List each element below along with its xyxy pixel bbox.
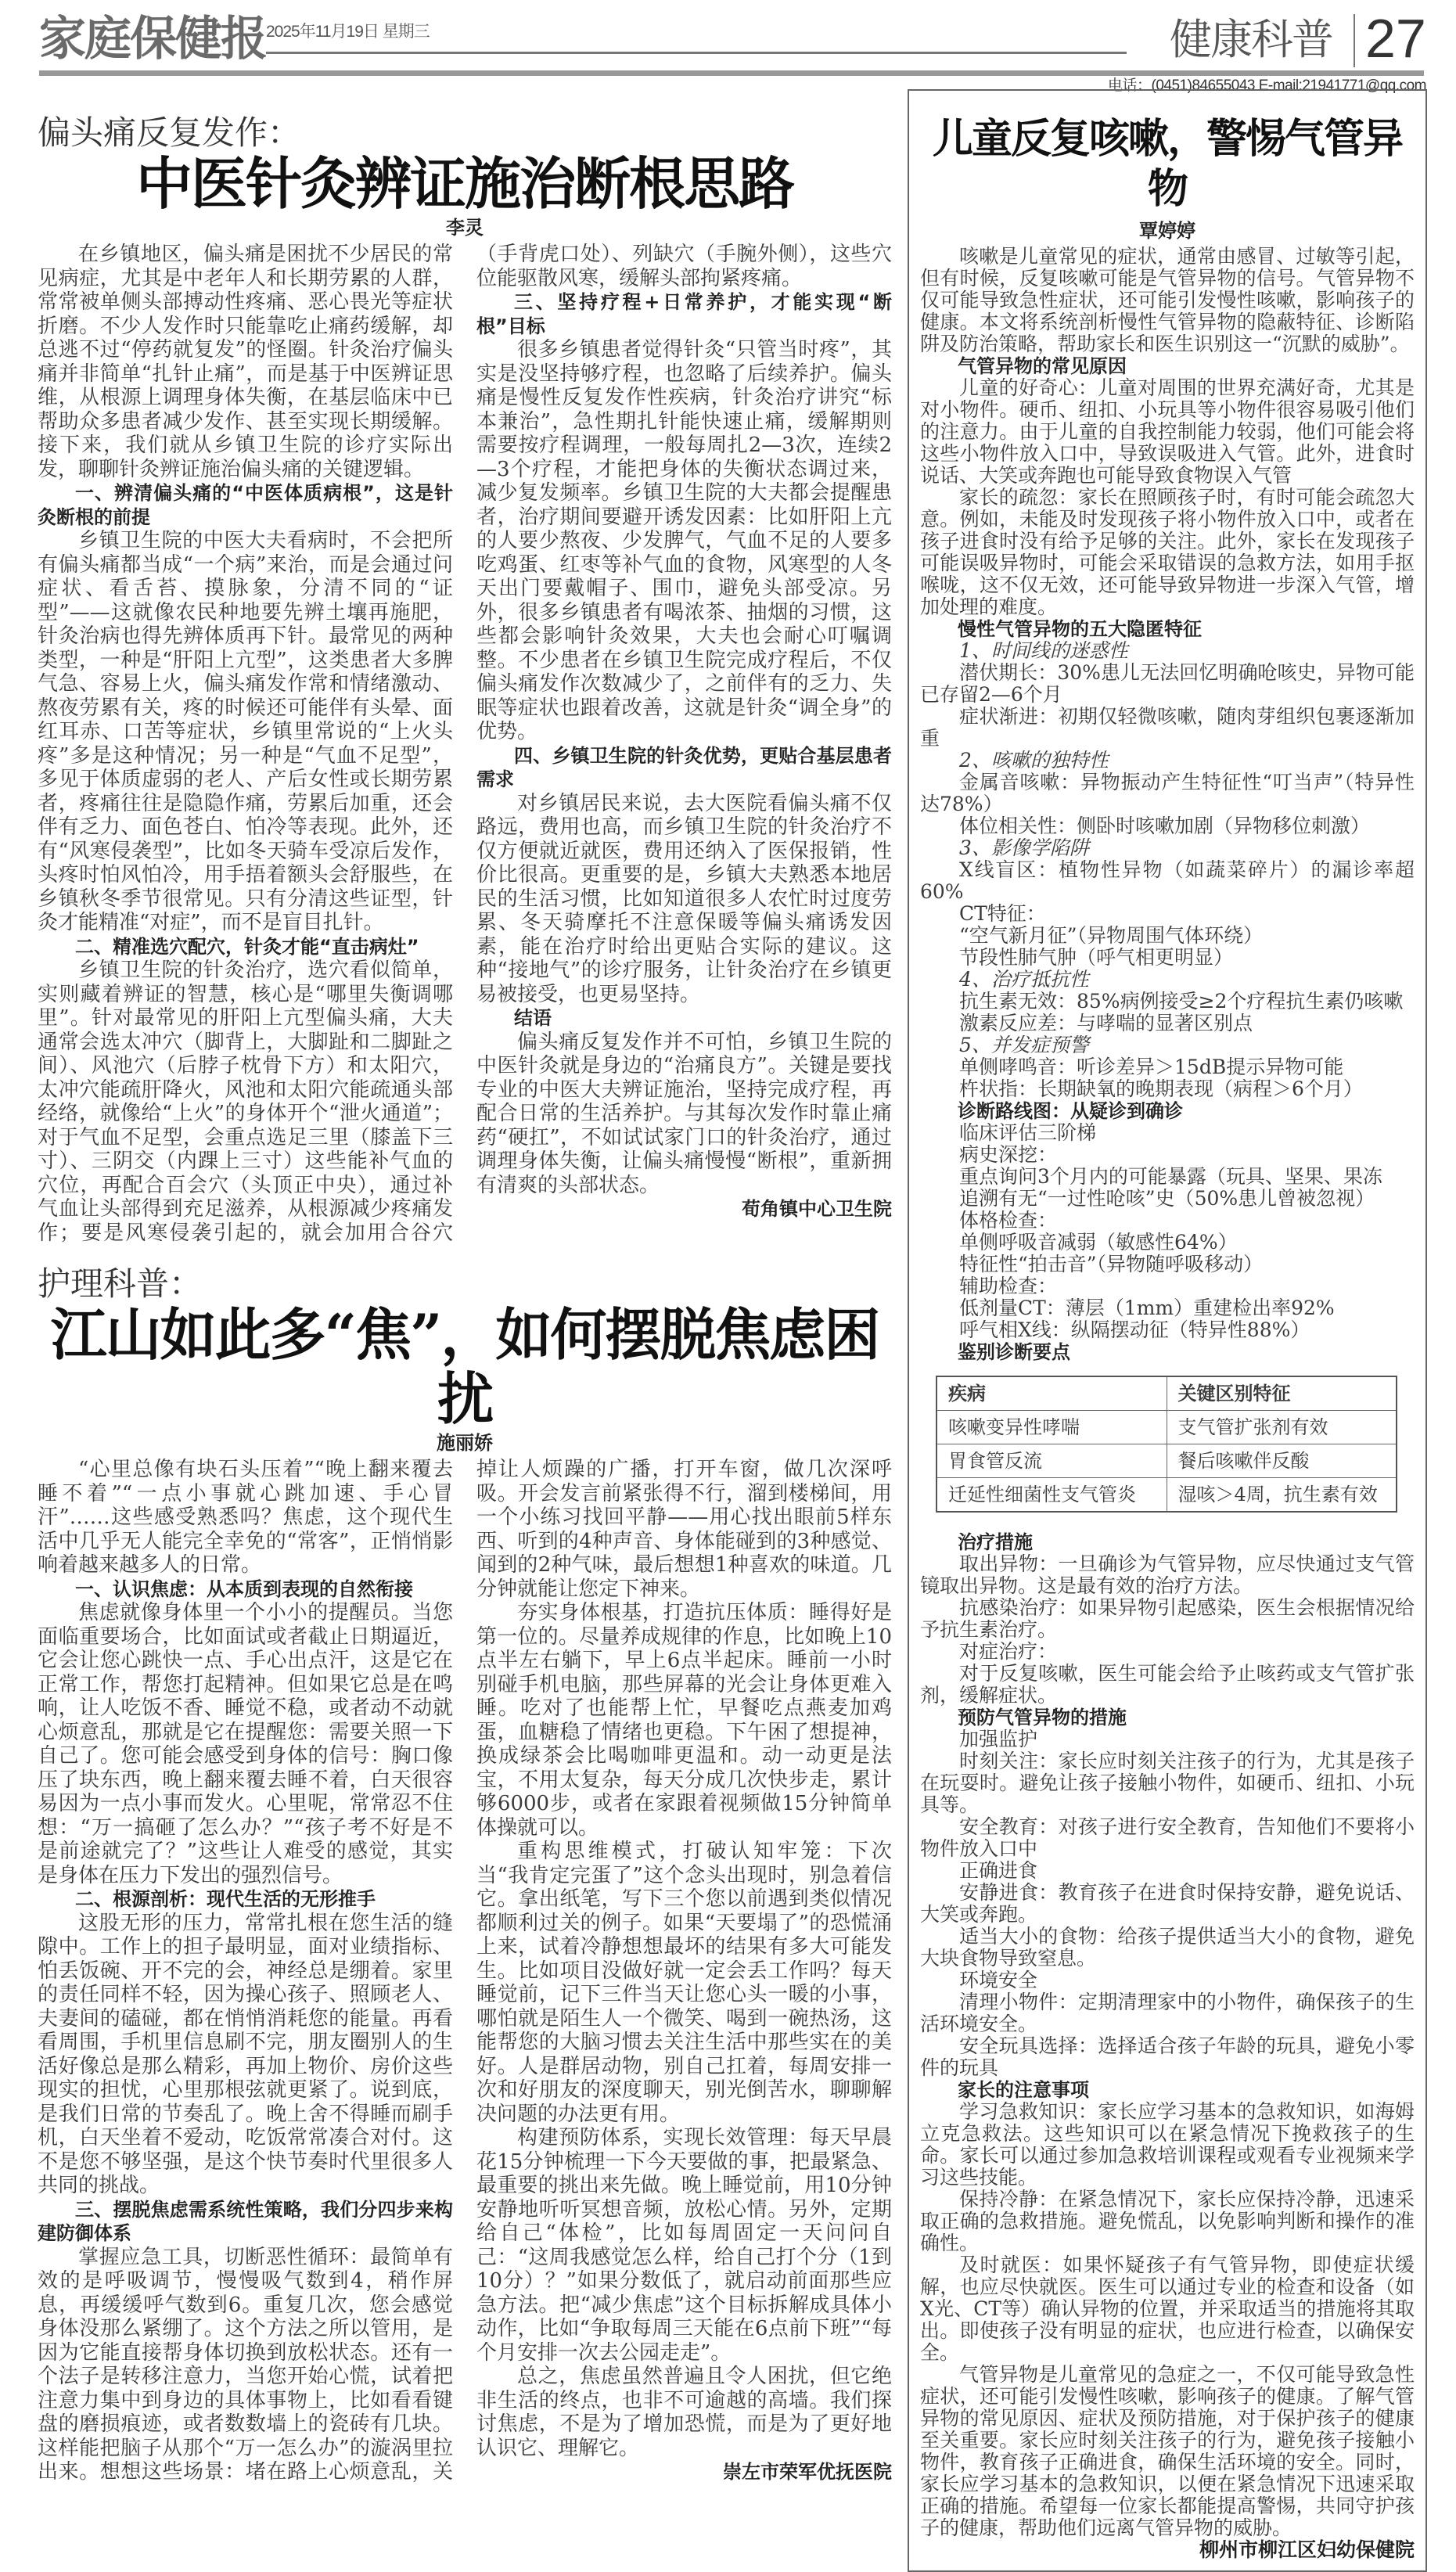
paragraph: 对乡镇居民来说，去大医院看偏头痛不仅路远，费用也高，而乡镇卫生院的针灸治疗不仅方便就近就医，费用还纳入了医保报销，性价比很高。更重要的是，乡镇大夫熟悉本地居民的生活习惯，比如知道很多人农忙时过度劳累、冬天骑摩托不注意保暖等偏头痛诱发因素，能在治疗时给出更贴合实际的建议。这种“接地气”的诊疗服务，让针灸治疗在乡镇更易被接受，也更易坚持。 xyxy=(476,791,892,1006)
article1-title: 中医针灸辨证施治断根思路 xyxy=(135,150,793,217)
paragraph: “心里总像有块石头压着”“晚上翻来覆去睡不着”“一点小事就心跳加速、手心冒汗”……这些感受熟悉吗？焦虑，这个现代生活中几乎无人能完全幸免的“常客”，正悄悄影响着越来越多人的日常。 xyxy=(38,1458,453,1577)
paragraph: 乡镇卫生院的针灸治疗，选穴看似简单，实则藏着辨证的智慧，核心是“哪里失衡调哪里”。针对最常见的肝阳上亢型偏头痛，大夫通常会选太冲穴（脚背上，大脚趾和二脚趾之间）、风池穴（后脖子枕骨下方）和太阳穴，太冲穴能疏肝降火，风池和太阳穴能疏通头部经络，就像给“上火”的身体开个“泄火通道”；对于气血不足型，会重点选足三里（膝盖下三寸）、三阴交（内踝上三寸）这些能补气血的穴位，再配合百会穴（头顶正中央），通过补气血让头部得到充足滋养，从根源减少疼痛发作；要是风寒侵袭引起的，就会加用合谷穴（手背虎口处）、列缺穴（手腕外侧），这些穴位能驱散风寒，缓解头部拘紧疼痛。 xyxy=(38,243,892,1245)
left-articles xyxy=(38,114,892,2484)
section-heading: 鉴别诊断要点 xyxy=(958,1341,1070,1363)
article2-kicker: 护理科普： xyxy=(38,1264,203,1303)
source-credit: 荀角镇中心卫生院 xyxy=(742,1198,892,1220)
paragraph: 掌握应急工具，切断恶性循环：最简单有效的是呼吸调节，慢慢吸气数到4，稍作屏息，再缓缓呼气数到6。重复几次，您会感觉身体没那么紧绷了。这个方法之所以管用，是因为它能直接帮身体切换到放松状态。还有一个法子是转移注意力，当您开始心慌，试着把注意力集中到身边的具体事物上，比如看看键盘的磨损痕迹，或者数数墙上的瓷砖有几块。这样能把脑子从那个“万一怎么办”的漩涡里拉出来。想想这些场景：堵在路上心烦意乱，关掉让人烦躁的广播，打开车窗，做几次深呼吸。开会发言前紧张得不行，溜到楼梯间，用一个小练习找回平静——用心找出眼前5样东西、听到的4种声音、身体能碰到的3种感觉、闻到的2种气味，最后想想1种喜欢的味道。几分钟就能让您定下神来。 xyxy=(38,1458,892,2484)
section-heading: 二、根源剖析：现代生活的无形推手 xyxy=(75,1888,376,1910)
paragraph: 这股无形的压力，常常扎根在您生活的缝隙中。工作上的担子最明显，面对业绩指标、怕丢饭碗、开不完的会，神经总是绷着。家里的责任同样不轻，因为操心孩子、照顾老人、夫妻间的磕碰，都在悄悄消耗您的能量。再看看周围，手机里信息刷不完，朋友圈别人的生活好像总是那么精彩，再加上物价、房价这些现实的担忧，心里那根弦就更紧了。说到底，是我们日常的节奏乱了。晚上舍不得睡而刷手机，白天坐着不爱动，吃饭常常凑合对付。这不是您不够坚强，是这个快节奏时代里很多人共同的挑战。 xyxy=(38,1911,453,2197)
table-cell: 胃食管反流 xyxy=(937,1444,1167,1478)
table-cell: 湿咳＞4周，抗生素有效 xyxy=(1177,1484,1378,1505)
paragraph: 临床评估三阶梯 xyxy=(959,1121,1097,1144)
source-credit: 柳州市柳江区妇幼保健院 xyxy=(1199,2538,1415,2561)
paragraph: 对于反复咳嗽，医生可能会给予止咳药或支气管扩张剂，缓解症状。 xyxy=(920,1662,1415,1707)
paragraph: CT特征： xyxy=(959,902,1046,925)
paragraph: “空气新月征”（异物周围气体环绕） xyxy=(959,924,1264,947)
source-credit: 崇左市荣军优抚医院 xyxy=(723,2461,892,2483)
paragraph: 清理小物件：定期清理家中的小物件，确保孩子的生活环境安全。 xyxy=(920,1991,1415,2035)
subsection-heading: 4、治疗抵抗性 xyxy=(959,968,1089,991)
paragraph: 对症治疗： xyxy=(959,1640,1058,1663)
paragraph: 安全玩具选择：选择适合孩子年龄的玩具，避免小零件的玩具 xyxy=(920,2034,1415,2079)
paragraph: 及时就医：如果怀疑孩子有气管异物，即使症状缓解，也应尽快就医。医生可以通过专业的检查和设备（如X光、CT等）确认异物的位置，并采取适当的措施将其取出。即使孩子没有明显的症状，也应进行检查，以确保安全。 xyxy=(920,2254,1415,2364)
paragraph: 潜伏期长：30%患儿无法回忆明确呛咳史，异物可能已存留2—6个月 xyxy=(920,661,1415,706)
table-row xyxy=(937,1478,1397,1513)
newspaper-logo: 家庭保健报 xyxy=(39,12,266,67)
paragraph: 时刻关注：家长应时刻关注孩子的行为，尤其是孩子在玩耍时。避免让孩子接触小物件，如硬币、纽扣、小玩具等。 xyxy=(920,1750,1415,1816)
paragraph: 安全教育：对孩子进行安全教育，告知他们不要将小物件放入口中 xyxy=(920,1815,1415,1860)
paragraph: 节段性肺气肿（呼气相更明显） xyxy=(959,946,1234,969)
paragraph: 夯实身体根基，打造抗压体质：睡得好是第一位的。尽量养成规律的作息，比如晚上10点半左右躺下，早上6点半起床。睡前一小时别碰手机电脑，那些屏幕的光会让身体更难入睡。吃对了也能帮上忙，早餐吃点燕麦加鸡蛋，血糖稳了情绪也更稳。下午困了想提神，换成绿茶会比喝咖啡更温和。动一动更是法宝，不用太复杂，每天分成几次快步走，累计够6000步，或者在家跟着视频做15分钟简单体操就可以。 xyxy=(476,1601,892,1840)
section-heading: 一、认识焦虑：从本质到表现的自然衔接 xyxy=(75,1577,413,1600)
paragraph: 呼气相X线：纵隔摆动征（特异性88%） xyxy=(959,1318,1310,1341)
paragraph: 偏头痛反复发作并不可怕，乡镇卫生院的中医针灸就是身边的“治痛良方”。关键是要找专业的中医大夫辨证施治，坚持完成疗程，再配合日常的生活养护。与其每次发作时靠止痛药“硬扛”，不如试试家门口的针灸治疗，通过调理身体失衡，让偏头痛慢慢“断根”，重新拥有清爽的头部状态。 xyxy=(476,1030,892,1197)
paragraph: 乡镇卫生院的中医大夫看病时，不会把所有偏头痛都当成“一个病”来治，而是会通过问症状、看舌苔、摸脉象，分清不同的“证型”——这就像农民种地要先辨土壤再施肥，针灸治病也得先辨体质再下针。最常见的两种类型，一种是“肝阳上亢型”，这类患者大多脾气急、容易上火，偏头痛发作常和情绪激动、熬夜劳累有关，疼的时候还可能伴有头晕、面红耳赤、口苦等症状，乡镇里常说的“上火头疼”多是这种情况；另一种是“气血不足型”，多见于体质虚弱的老人、产后女性或长期劳累者，疼痛往往是隐隐作痛，劳累后加重，还会伴有乏力、面色苍白、怕冷等表现。此外，还有“风寒侵袭型”，比如冬天骑车受凉后发作，头疼时怕风怕冷，用手捂着额头会舒服些，在乡镇秋冬季节很常见。只有分清这些证型，针灸才能精准“对症”，而不是盲目扎针。 xyxy=(38,529,453,934)
section-name: 健康科普 xyxy=(1170,15,1332,64)
table-cell: 咳嗽变异性哮喘 xyxy=(937,1411,1167,1444)
article1-kicker: 偏头痛反复发作： xyxy=(38,113,301,152)
paragraph: 家长的疏忽：家长在照顾孩子时，有时可能会疏忽大意。例如，未能及时发现孩子将小物件放入口中，或者在孩子进食时没有给予足够的关注。此外，家长在发现孩子可能误吸异物时，可能会采取错误的急救方法，如用手抠喉咙，这不仅无效，还可能导致异物进一步深入气管，增加处理的难度。 xyxy=(920,486,1415,618)
section-heading: 一、辨清偏头痛的“中医体质病根”，这是针灸断根的前提 xyxy=(38,482,453,528)
table-row xyxy=(937,1411,1397,1444)
table-header-row xyxy=(937,1376,1397,1411)
article3-body-bottom xyxy=(920,1531,1415,2561)
paragraph: 正确进食 xyxy=(959,1859,1038,1882)
subsection-heading: 3、影像学陷阱 xyxy=(959,836,1089,859)
table-cell: 支气管扩张剂有效 xyxy=(1167,1411,1397,1444)
table-cell: 餐后咳嗽伴反酸 xyxy=(1167,1444,1397,1478)
paragraph: 重构思维模式，打破认知牢笼：下次当“我肯定完蛋了”这个念头出现时，别急着信它。拿出纸笔，写下三个您以前遇到类似情况都顺利过关的例子。如果“天要塌了”的恐慌涌上来，试着冷静想想最坏的结果有多大可能发生。比如项目没做好就一定会丢工作吗？每天睡觉前，记下三件当天让您心头一暖的小事，哪怕就是陌生人一个微笑、喝到一碗热汤，这能帮您的大脑习惯去关注生活中那些实在的美好。人是群居动物，别自己扛着，每周安排一次和好朋友的深度聊天，别光倒苦水，聊聊解决问题的办法更有用。 xyxy=(476,1840,892,2126)
paragraph: 总之，焦虑虽然普遍且令人困扰，但它绝非生活的终点，也非不可逾越的高墙。我们探讨焦虑，不是为了增加恐慌，而是为了更好地认识它、理解它。 xyxy=(476,2365,892,2460)
page-number: 27 xyxy=(1365,8,1426,69)
section-heading: 气管异物的常见原因 xyxy=(958,355,1127,377)
paragraph: 单侧哮鸣音：听诊差异＞15dB提示异物可能 xyxy=(959,1056,1344,1078)
section-heading: 治疗措施 xyxy=(958,1531,1033,1553)
paragraph: 加强监护 xyxy=(959,1728,1038,1750)
section-heading: 结语 xyxy=(514,1007,552,1029)
paragraph: 追溯有无“一过性呛咳”史（50%患儿曾被忽视） xyxy=(959,1187,1375,1210)
paragraph: 杵状指：长期缺氧的晚期表现（病程＞6个月） xyxy=(959,1077,1363,1100)
table-header-disease: 疾病 xyxy=(937,1376,1167,1411)
section-heading: 二、精准选穴配穴，针灸才能“直击病灶” xyxy=(75,935,419,958)
paragraph: 特征性“拍击音”（异物随呼吸移动） xyxy=(959,1253,1264,1275)
section-heading: 慢性气管异物的五大隐匿特征 xyxy=(958,618,1202,640)
paragraph: 适当大小的食物：给孩子提供适当大小的食物，避免大块食物导致窒息。 xyxy=(920,1925,1415,1969)
section-divider xyxy=(1354,14,1355,67)
article3-author: 覃婷婷 xyxy=(1139,220,1195,242)
paragraph: 气管异物是儿童常见的急症之一，不仅可能导致急性症状，还可能引发慢性咳嗽，影响孩子的健康。了解气管异物的常见原因、症状及预防措施，对于保护孩子的健康至关重要。家长应时刻关注孩子的行为，避免孩子接触小物件，教育孩子正确进食，确保生活环境的安全。同时，家长应学习基本的急救知识，以便在紧急情况下迅速采取正确的措施。希望每一位家长都能提高警惕，共同守护孩子的健康，帮助他们远离气管异物的威胁。 xyxy=(920,2363,1415,2539)
paragraph: 重点询问3个月内的可能暴露（玩具、坚果、果冻 xyxy=(959,1165,1382,1188)
paragraph: 体格检查： xyxy=(959,1209,1058,1232)
article3-box xyxy=(908,89,1427,2572)
section-heading: 家长的注意事项 xyxy=(958,2079,1089,2101)
article3-body xyxy=(920,246,1415,2561)
table-header-feature: 关键区别特征 xyxy=(1167,1376,1397,1411)
article3-body-top xyxy=(920,246,1415,1363)
paragraph: 在乡镇地区，偏头痛是困扰不少居民的常见病症，尤其是中老年人和长期劳累的人群，常常被单侧头部搏动性疼痛、恶心畏光等症状折磨。不少人发作时只能靠吃止痛药缓解，却总逃不过“停药就复发”的怪圈。针灸治疗偏头痛并非简单“扎针止痛”，而是基于中医辨证思维，从根源上调理身体失衡，在基层临床中已帮助众多患者减少发作、甚至实现长期缓解。接下来，我们就从乡镇卫生院的诊疗实际出发，聊聊针灸辨证施治偏头痛的关键逻辑。 xyxy=(38,243,453,481)
table-row xyxy=(937,1444,1397,1478)
paragraph: 取出异物：一旦确诊为气管异物，应尽快通过支气管镜取出异物。这是最有效的治疗方法。 xyxy=(920,1552,1415,1597)
differential-diagnosis-table xyxy=(936,1376,1397,1513)
paragraph: 环境安全 xyxy=(959,1969,1038,1991)
paragraph: 很多乡镇患者觉得针灸“只管当时疼”，其实是没坚持够疗程，也忽略了后续养护。偏头痛是慢性反复发作性疾病，针灸治疗讲究“标本兼治”，急性期扎针能快速止痛，缓解期则需要按疗程调理，一般每周扎2—3次，连续2—3个疗程，才能把身体的失衡状态调过来，减少复发频率。乡镇卫生院的大夫都会提醒患者，治疗期间要避开诱发因素：比如肝阳上亢的人要少熬夜、少发脾气，气血不足的人要多吃鸡蛋、红枣等补气血的食物，风寒型的人冬天出门要戴帽子、围巾，避免头部受凉。另外，很多乡镇患者有喝浓茶、抽烟的习惯，这些都会影响针灸效果，大夫也会耐心叮嘱调整。不少患者在乡镇卫生院完成疗程后，不仅偏头痛发作次数减少了，之前伴有的乏力、失眠等症状也跟着改善，这就是针灸“调全身”的优势。 xyxy=(476,338,892,743)
masthead-rule xyxy=(39,70,1424,76)
paragraph: 安静进食：教育孩子在进食时保持安静，避免说话、大笑或奔跑。 xyxy=(920,1881,1415,1926)
contact-info: 电话：(0451)84655043 E-mail:21941771@qq.com xyxy=(1108,77,1426,94)
section-heading: 三、坚持疗程+日常养护，才能实现“断根”目标 xyxy=(476,291,892,337)
paragraph: 保持冷静：在紧急情况下，家长应保持冷静，迅速采取正确的急救措施。避免慌乱，以免影响判断和操作的准确性。 xyxy=(920,2188,1415,2254)
issue-date: 2025年11月19日 星期三 xyxy=(266,23,430,41)
section-heading: 三、摆脱焦虑需系统性策略，我们分四步来构建防御体系 xyxy=(38,2198,453,2244)
article1-author: 李灵 xyxy=(446,217,484,239)
paragraph: 病史深挖： xyxy=(959,1143,1058,1166)
paragraph: 抗生素无效：85%病例接受≥2个疗程抗生素仍咳嗽 xyxy=(959,990,1404,1013)
paragraph: 症状渐进：初期仅轻微咳嗽，随肉芽组织包裹逐渐加重 xyxy=(920,705,1415,750)
paragraph: X线盲区：植物性异物（如蔬菜碎片）的漏诊率超60% xyxy=(920,858,1415,903)
section-heading: 四、乡镇卫生院的针灸优势，更贴合基层患者需求 xyxy=(476,744,892,790)
paragraph: 焦虑就像身体里一个小小的提醒员。当您面临重要场合，比如面试或者截止日期逼近，它会让您心跳快一点、手心出点汗，这是它在正常工作，帮您打起精神。但如果它总是在鸣响，让人吃饭不香、睡觉不稳，或者动不动就心烦意乱，那就是它在提醒您：需要关照一下自己了。您可能会感受到身体的信号：胸口像压了块东西，晚上翻来覆去睡不着，白天很容易因为一点小事而发火。心里呢，常常忍不住想：“万一搞砸了怎么办？”“孩子考不好是不是前途就完了？”这些让人难受的感觉，其实是身体在压力下发出的强烈信号。 xyxy=(38,1601,453,1887)
paragraph: 激素反应差：与哮喘的显著区别点 xyxy=(959,1012,1253,1034)
subsection-heading: 1、时间线的迷惑性 xyxy=(959,639,1128,662)
paragraph: 单侧呼吸音减弱（敏感性64%） xyxy=(959,1231,1238,1254)
subsection-heading: 5、并发症预警 xyxy=(959,1034,1089,1056)
paragraph: 低剂量CT：薄层（1mm）重建检出率92% xyxy=(959,1297,1335,1319)
paragraph: 儿童的好奇心：儿童对周围的世界充满好奇，尤其是对小物件。硬币、纽扣、小玩具等小物件很容易吸引他们的注意力。由于儿童的自我控制能力较弱，他们可能会将这些小物件放入口中，导致误吸进入气管。此外，进食时说话、大笑或奔跑也可能导致食物误入气管 xyxy=(920,376,1415,487)
paragraph: 体位相关性：侧卧时咳嗽加剧（异物移位刺激） xyxy=(959,815,1371,837)
paragraph: 学习急救知识：家长应学习基本的急救知识，如海姆立克急救法。这些知识可以在紧急情况下挽救孩子的生命。家长可以通过参加急救培训课程或观看专业视频来学习这些技能。 xyxy=(920,2100,1415,2189)
section-heading: 预防气管异物的措施 xyxy=(958,1707,1127,1728)
section-heading: 诊断路线图：从疑诊到确诊 xyxy=(958,1100,1183,1122)
article2-author: 施丽娇 xyxy=(437,1432,493,1454)
article3-title: 儿童反复咳嗽，警惕气管异物 xyxy=(932,116,1402,213)
paragraph: 金属音咳嗽：异物振动产生特征性“叮当声”（特异性达78%） xyxy=(920,771,1415,815)
article2-title: 江山如此多“焦”，如何摆脱焦虑困扰 xyxy=(50,1301,879,1432)
paragraph: 抗感染治疗：如果异物引起感染，医生会根据情况给予抗生素治疗。 xyxy=(920,1596,1415,1641)
subsection-heading: 2、咳嗽的独特性 xyxy=(959,749,1109,772)
paragraph: 辅助检查： xyxy=(959,1275,1058,1297)
paragraph: 构建预防体系，实现长效管理：每天早晨花15分钟梳理一下今天要做的事，把最紧急、最重要的挑出来先做。晚上睡觉前，用10分钟安静地听听冥想音频，放松心情。另外，定期给自己“体检”，比如每周固定一天问问自己：“这周我感觉怎么样，给自己打个分（1到10分）？”如果分数低了，就启动前面那些应急方法。把“减少焦虑”这个目标拆解成具体小动作，比如“争取每周三天能在6点前下班”“每个月安排一次去公园走走”。 xyxy=(476,2126,892,2365)
article2-body xyxy=(38,1458,892,2484)
table-cell: 迁延性细菌性支气管炎 xyxy=(937,1478,1167,1513)
article1-body xyxy=(38,243,892,1245)
masthead-thin-rule xyxy=(266,52,1127,54)
paragraph: 咳嗽是儿童常见的症状，通常由感冒、过敏等引起，但有时候，反复咳嗽可能是气管异物的信号。气管异物不仅可能导致急性症状，还可能引发慢性咳嗽，影响孩子的健康。本文将系统剖析慢性气管异物的隐蔽特征、诊断陷阱及防治策略，帮助家长和医生识别这一“沉默的威胁”。 xyxy=(920,245,1415,355)
